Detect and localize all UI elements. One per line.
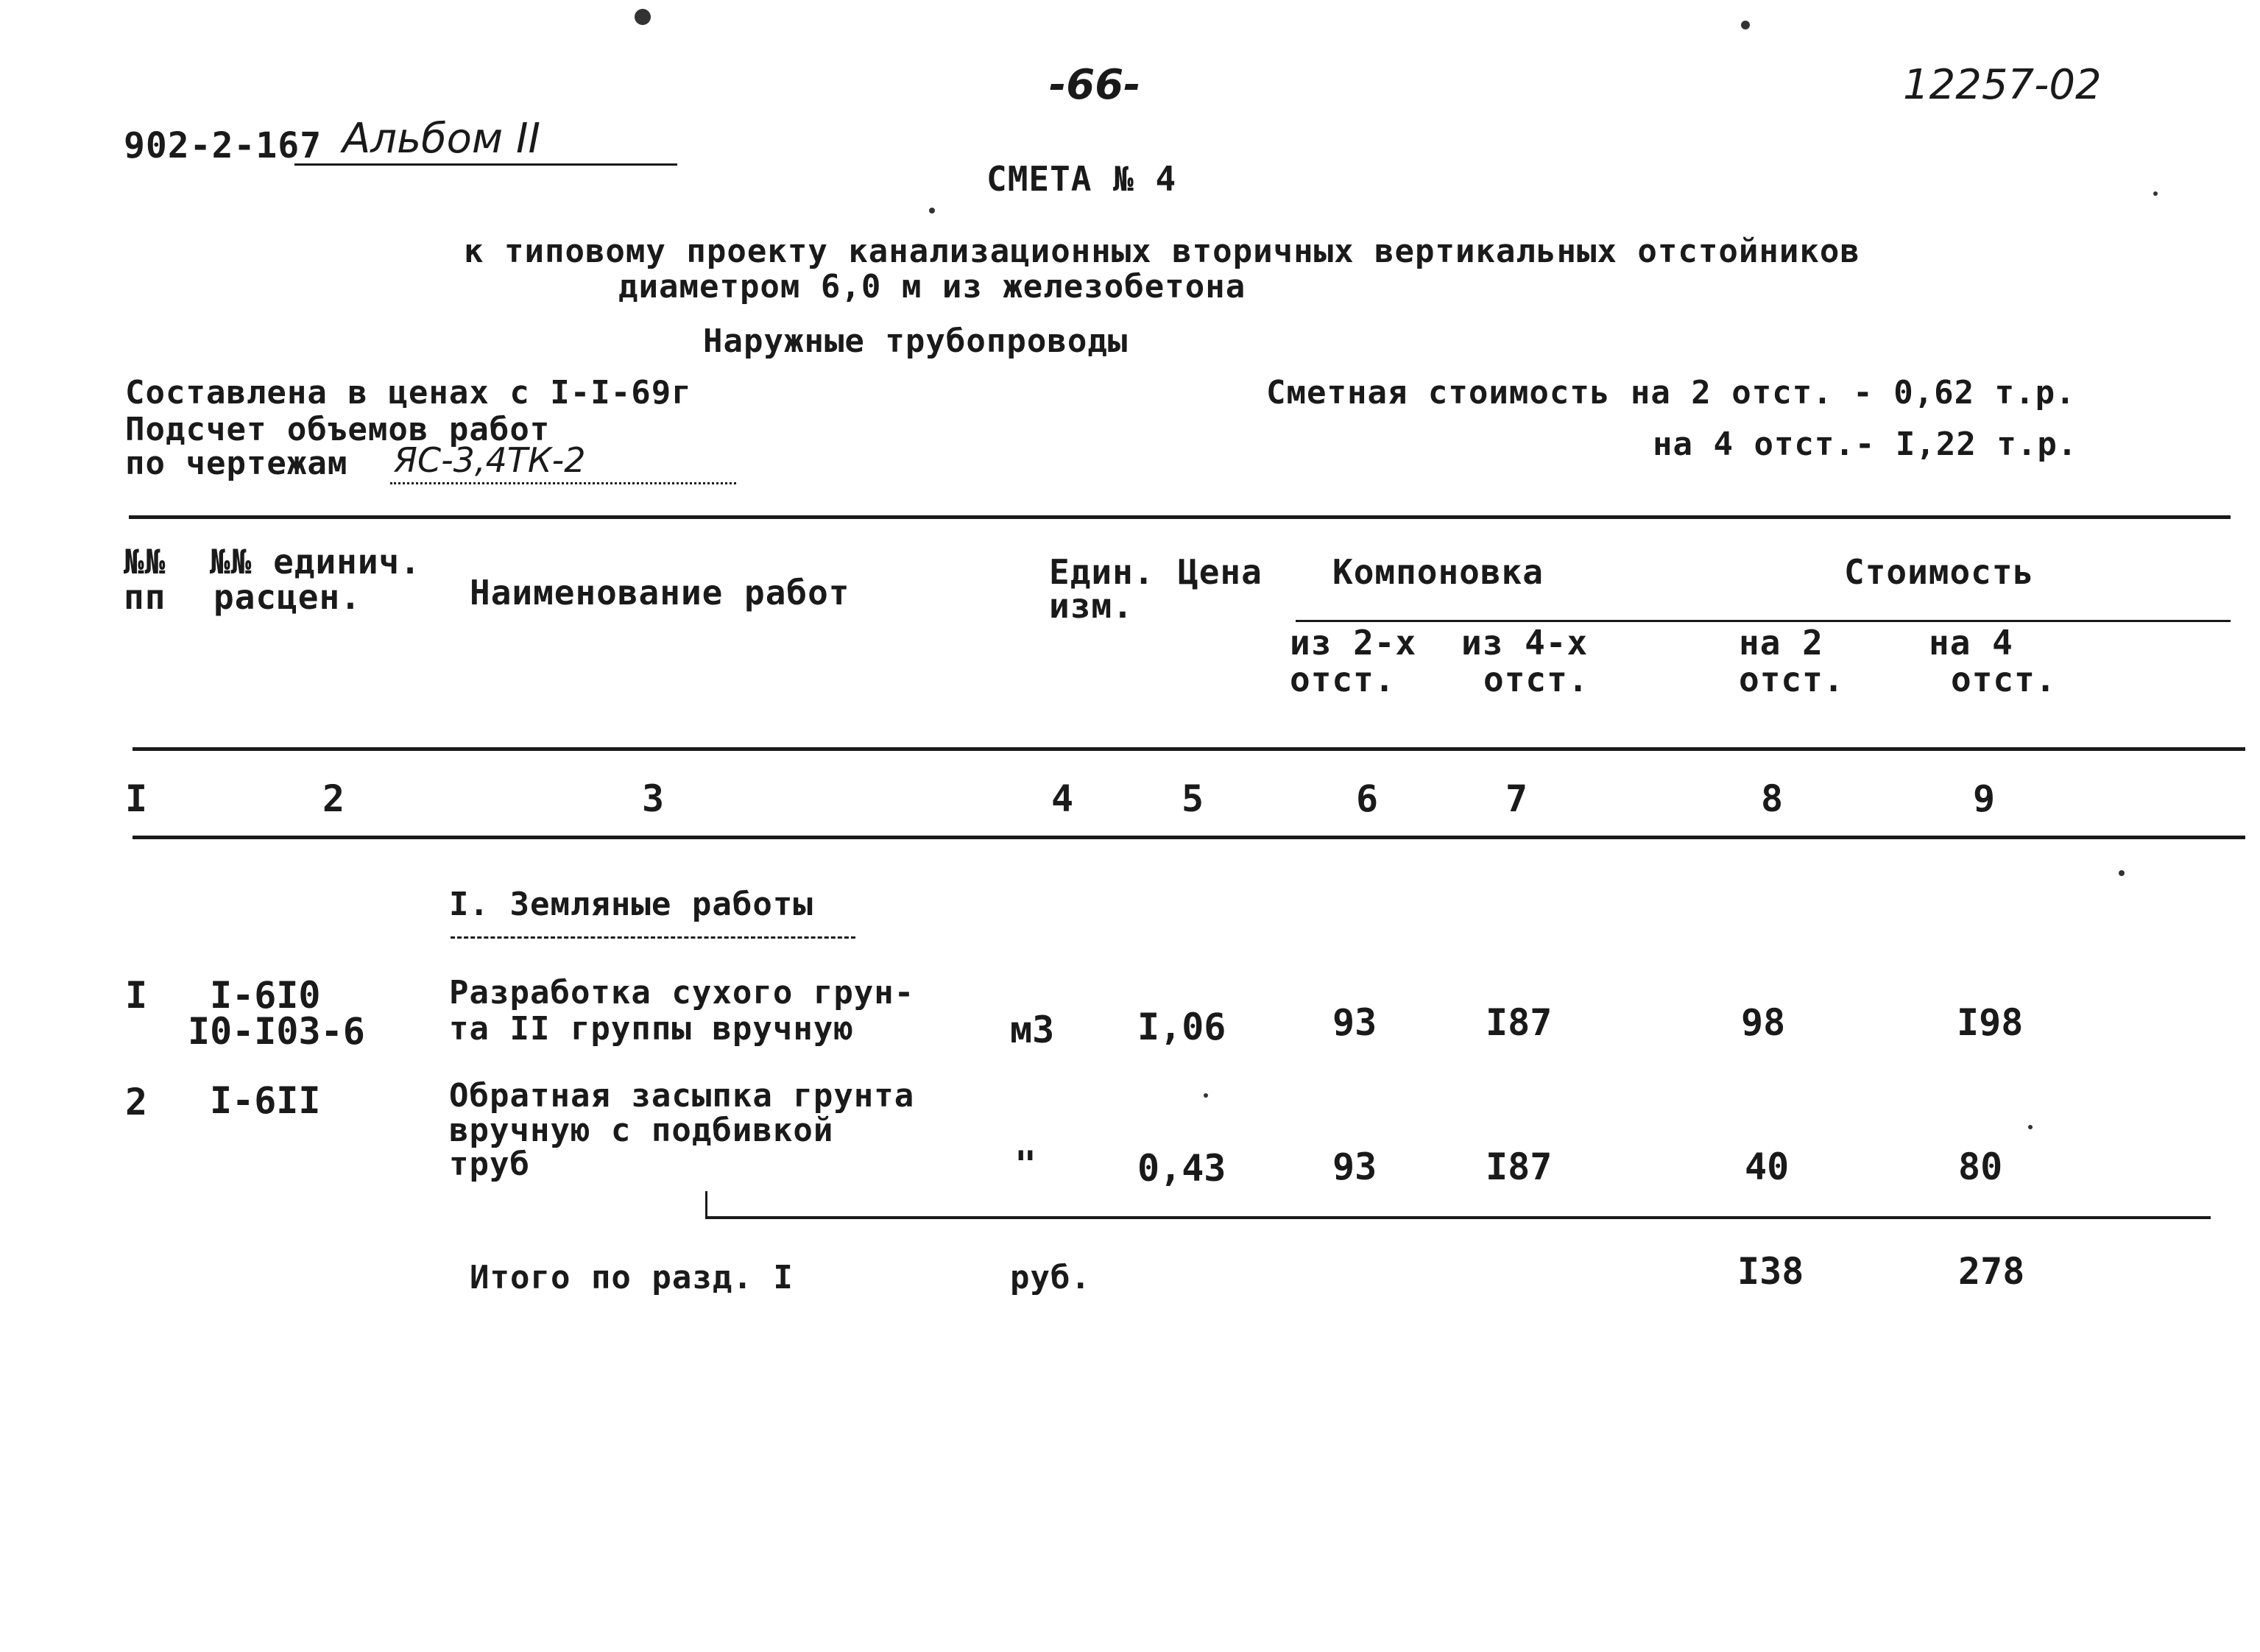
column-numbers-rule <box>133 836 2245 839</box>
drawings-note: по чертежам <box>125 445 348 482</box>
header-cost-4-b: отст. <box>1951 660 2057 699</box>
header-cost-4: на 4 <box>1929 623 2013 663</box>
drawing-underline <box>390 482 736 484</box>
header-unit: Един. <box>1049 552 1155 592</box>
estimate-subtitle-line2: диаметром 6,0 м из железобетона <box>618 268 1246 306</box>
header-qty-4: из 4-х <box>1461 623 1589 663</box>
section-1-total-cost-2: I38 <box>1737 1250 1804 1293</box>
project-code: 902-2-167 <box>124 125 322 166</box>
drawing-reference: ЯС-3,4ТК-2 <box>394 440 586 480</box>
estimate-subtitle-line1: к типовому проекту канализационных вторичных вертикальных отстойников <box>464 233 1860 270</box>
row-2-code: I-6II <box>210 1079 321 1122</box>
column-number-3: 3 <box>642 777 665 820</box>
row-2-name: Обратная засыпка грунта <box>449 1077 915 1115</box>
section-heading: Наружные трубопроводы <box>703 322 1129 360</box>
scan-mark <box>635 9 651 25</box>
volume-count-note: Подсчет объемов работ <box>125 411 551 448</box>
header-group-rule <box>1296 620 2231 622</box>
row-2-name-3: труб <box>449 1146 530 1183</box>
section-1-underline <box>451 936 855 939</box>
row-1-unit: м3 <box>1010 1009 1055 1051</box>
header-cost-2: на 2 <box>1739 623 1823 663</box>
row-1-code: I-6I0 <box>210 974 321 1017</box>
row-1-price: I,06 <box>1137 1006 1226 1048</box>
row-2-number: 2 <box>125 1081 148 1123</box>
document-code: 12257-02 <box>1903 61 2102 109</box>
header-row-number-2: пп <box>124 577 166 617</box>
header-row-number: №№ <box>124 542 166 582</box>
header-price: Цена <box>1178 552 1263 592</box>
estimated-cost-4: на 4 отст.- I,22 т.р. <box>1653 426 2078 463</box>
scan-mark <box>1204 1093 1208 1098</box>
column-number-7: 7 <box>1505 777 1528 820</box>
header-qty-2-b: отст. <box>1290 660 1396 699</box>
header-layout-group: Компоновка <box>1332 552 1544 592</box>
scan-mark <box>2028 1125 2033 1129</box>
album-underline <box>294 163 677 166</box>
column-number-1: I <box>125 777 148 820</box>
section-1-total-unit: руб. <box>1010 1259 1091 1296</box>
estimate-title: СМЕТА № 4 <box>986 159 1177 199</box>
scan-mark <box>929 208 935 213</box>
header-rate-code-2: расцен. <box>213 577 361 617</box>
section-1-total-label: Итого по разд. I <box>470 1259 794 1296</box>
row-1-name: Разработка сухого грун- <box>449 974 915 1012</box>
header-rate-code: №№ единич. <box>210 542 421 582</box>
row-2-price: 0,43 <box>1137 1147 1226 1190</box>
row-1-cost-2: 98 <box>1741 1001 1786 1044</box>
column-number-8: 8 <box>1761 777 1784 820</box>
row-2-cost-4: 80 <box>1958 1146 2003 1188</box>
row-2-qty-4: I87 <box>1486 1146 1553 1188</box>
header-cost-2-b: отст. <box>1739 660 1845 699</box>
column-number-9: 9 <box>1973 777 1996 820</box>
row-1-name-2: та II группы вручную <box>449 1010 854 1048</box>
subtotal-hook <box>705 1191 707 1218</box>
row-1-code-2: I0-I03-6 <box>188 1010 365 1053</box>
row-1-cost-4: I98 <box>1957 1001 2024 1044</box>
album-label: Альбом II <box>342 115 540 163</box>
row-1-qty-2: 93 <box>1332 1001 1377 1044</box>
header-qty-2: из 2-х <box>1290 623 1417 663</box>
estimated-cost-2: Сметная стоимость на 2 отст. - 0,62 т.р. <box>1266 374 2076 412</box>
prices-note: Составлена в ценах с I-I-69г <box>125 374 692 412</box>
header-qty-4-b: отст. <box>1483 660 1589 699</box>
row-1-qty-4: I87 <box>1486 1001 1553 1044</box>
table-top-rule <box>129 515 2231 519</box>
scan-mark <box>2119 870 2125 876</box>
section-1-total-cost-4: 278 <box>1958 1250 2025 1293</box>
header-work-name: Наименование работ <box>470 573 850 613</box>
header-unit-2: изм. <box>1049 586 1134 626</box>
column-number-6: 6 <box>1356 777 1379 820</box>
row-2-qty-2: 93 <box>1332 1146 1377 1188</box>
scan-mark <box>1741 21 1750 29</box>
section-1-title: I. Земляные работы <box>449 886 813 923</box>
column-number-4: 4 <box>1051 777 1074 820</box>
row-2-unit: " <box>1014 1143 1037 1186</box>
page-number: -66- <box>1049 61 1141 109</box>
header-bottom-rule <box>133 747 2245 751</box>
scan-mark <box>2153 191 2158 196</box>
column-number-2: 2 <box>322 777 345 820</box>
row-2-name-2: вручную с подбивкой <box>449 1112 834 1149</box>
header-cost-group: Стоимость <box>1844 552 2035 592</box>
column-number-5: 5 <box>1182 777 1204 820</box>
row-2-cost-2: 40 <box>1745 1146 1790 1188</box>
subtotal-rule <box>705 1216 2211 1219</box>
row-1-number: I <box>125 974 148 1017</box>
